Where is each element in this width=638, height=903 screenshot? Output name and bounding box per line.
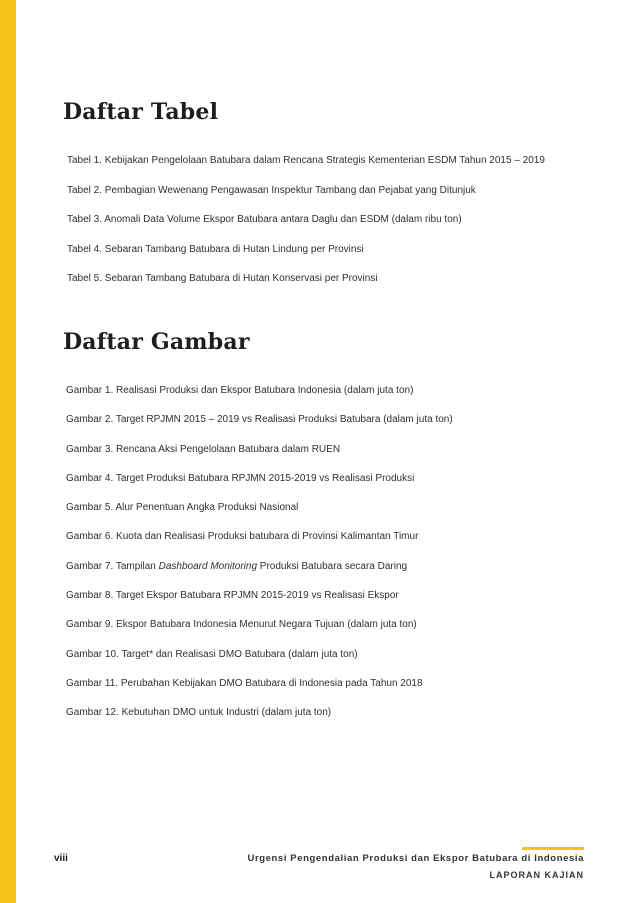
figure-entry-1: Gambar 1. Realisasi Produksi dan Ekspor Batubara Indonesia (dalam juta ton) [66, 385, 414, 396]
figure-entry-2: Gambar 2. Target RPJMN 2015 – 2019 vs Realisasi Produksi Batubara (dalam juta ton) [66, 414, 453, 426]
figure-entry-7-suffix: Produksi Batubara secara Daring [257, 560, 408, 572]
figure-entry-10: Gambar 10. Target* dan Realisasi DMO Batubara (dalam juta ton) [66, 648, 358, 660]
figure-entry-5: Gambar 5. Alur Penentuan Angka Produksi Nasional [66, 502, 299, 514]
table-entry-5: Tabel 5. Sebaran Tambang Batubara di Hutan Konservasi per Provinsi [67, 273, 378, 284]
tables-list [67, 155, 545, 303]
figures-list [66, 385, 453, 737]
figure-entry-7 [66, 561, 453, 573]
figure-entry-8: Gambar 8. Target Ekspor Batubara RPJMN 2015-2019 vs Realisasi Ekspor [66, 590, 399, 602]
footer-report-title: Urgensi Pengendalian Produksi dan Ekspor Batubara di Indonesia [247, 853, 584, 864]
table-entry-4: Tabel 4. Sebaran Tambang Batubara di Hutan Lindung per Provinsi [67, 243, 364, 255]
left-accent-band [0, 0, 16, 903]
figure-entry-9: Gambar 9. Ekspor Batubara Indonesia Menurut Negara Tujuan (dalam juta ton) [66, 619, 417, 631]
figure-entry-12: Gambar 12. Kebutuhan DMO untuk Industri (dalam juta ton) [66, 707, 332, 719]
figures-heading: Daftar Gambar [63, 329, 250, 355]
figure-entry-11: Gambar 11. Perubahan Kebijakan DMO Batubara di Indonesia pada Tahun 2018 [66, 677, 423, 689]
page-number: viii [54, 853, 68, 864]
table-entry-2: Tabel 2. Pembagian Wewenang Pengawasan Inspektur Tambang dan Pejabat yang Ditunjuk [67, 184, 476, 196]
figure-entry-3: Gambar 3. Rencana Aksi Pengelolaan Batubara dalam RUEN [66, 443, 341, 455]
figure-entry-6: Gambar 6. Kuota dan Realisasi Produksi batubara di Provinsi Kalimantan Timur [66, 531, 419, 543]
figure-entry-4: Gambar 4. Target Produksi Batubara RPJMN 2015-2019 vs Realisasi Produksi [66, 472, 415, 484]
table-entry-1: Tabel 1. Kebijakan Pengelolaan Batubara dalam Rencana Strategis Kementerian ESDM Tahun 2015 – 2019 [67, 155, 545, 166]
figure-entry-7-emphasis: Dashboard Monitoring [158, 560, 258, 572]
footer-report-type: LAPORAN KAJIAN [489, 870, 584, 880]
table-entry-3: Tabel 3. Anomali Data Volume Ekspor Batubara antara Daglu dan ESDM (dalam ribu ton) [67, 214, 462, 225]
figure-entry-7-prefix: Gambar 7. Tampilan [66, 560, 159, 572]
tables-heading: Daftar Tabel [63, 99, 219, 125]
footer-accent-rule [522, 847, 584, 850]
